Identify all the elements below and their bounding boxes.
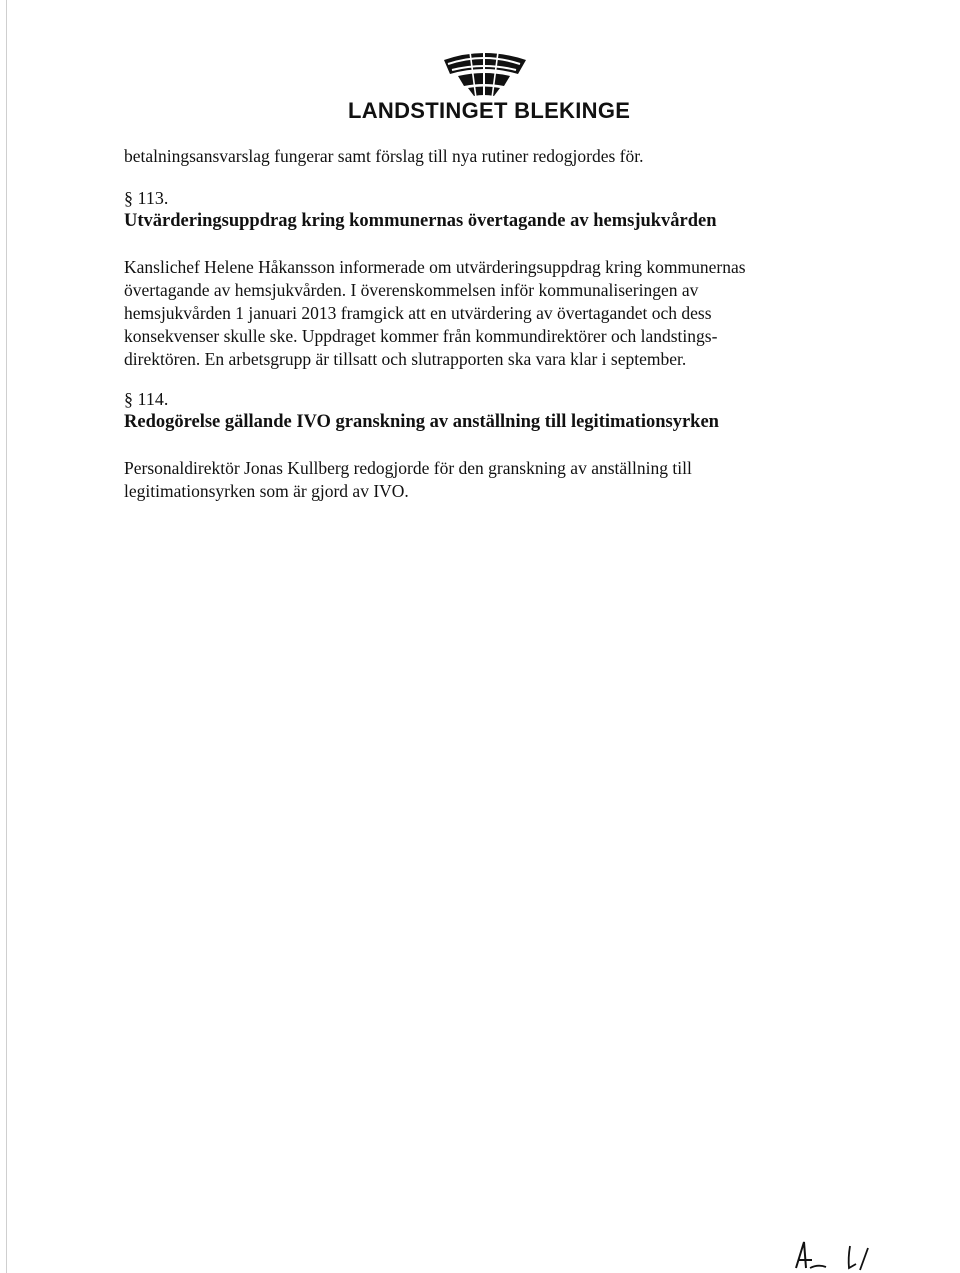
section-113-line-3: hemsjukvården 1 januari 2013 framgick att en utvärdering av övertagandet och dess [124, 303, 712, 323]
scan-edge [6, 0, 7, 1273]
section-113-line-1: Kanslichef Helene Håkansson informerade om utvärderingsuppdrag kring kommunernas [124, 257, 746, 277]
section-113-number: § 113. [124, 188, 169, 208]
section-114-number: § 114. [124, 389, 169, 409]
landstinget-logo [438, 44, 530, 100]
section-113-line-4: konsekvenser skulle ske. Uppdraget kommer från kommundirektörer och landstings- [124, 326, 718, 346]
handwritten-initials [786, 1238, 882, 1272]
section-113-line-5: direktören. En arbetsgrupp är tillsatt och slutrapporten ska vara klar i september. [124, 349, 687, 369]
intro-text: betalningsansvarslag fungerar samt förslag till nya rutiner redogjordes för. [124, 146, 644, 166]
section-114-line-1: Personaldirektör Jonas Kullberg redogjorde för den granskning av anställning till [124, 458, 692, 478]
section-114-line-2: legitimationsyrken som är gjord av IVO. [124, 481, 409, 501]
section-113-title: Utvärderingsuppdrag kring kommunernas övertagande av hemsjukvården [124, 211, 717, 231]
section-114-title: Redogörelse gällande IVO granskning av anställning till legitimationsyrken [124, 412, 719, 432]
section-113-line-2: övertagande av hemsjukvården. I överenskommelsen inför kommunaliseringen av [124, 280, 699, 300]
organization-name: LANDSTINGET BLEKINGE [348, 98, 631, 123]
